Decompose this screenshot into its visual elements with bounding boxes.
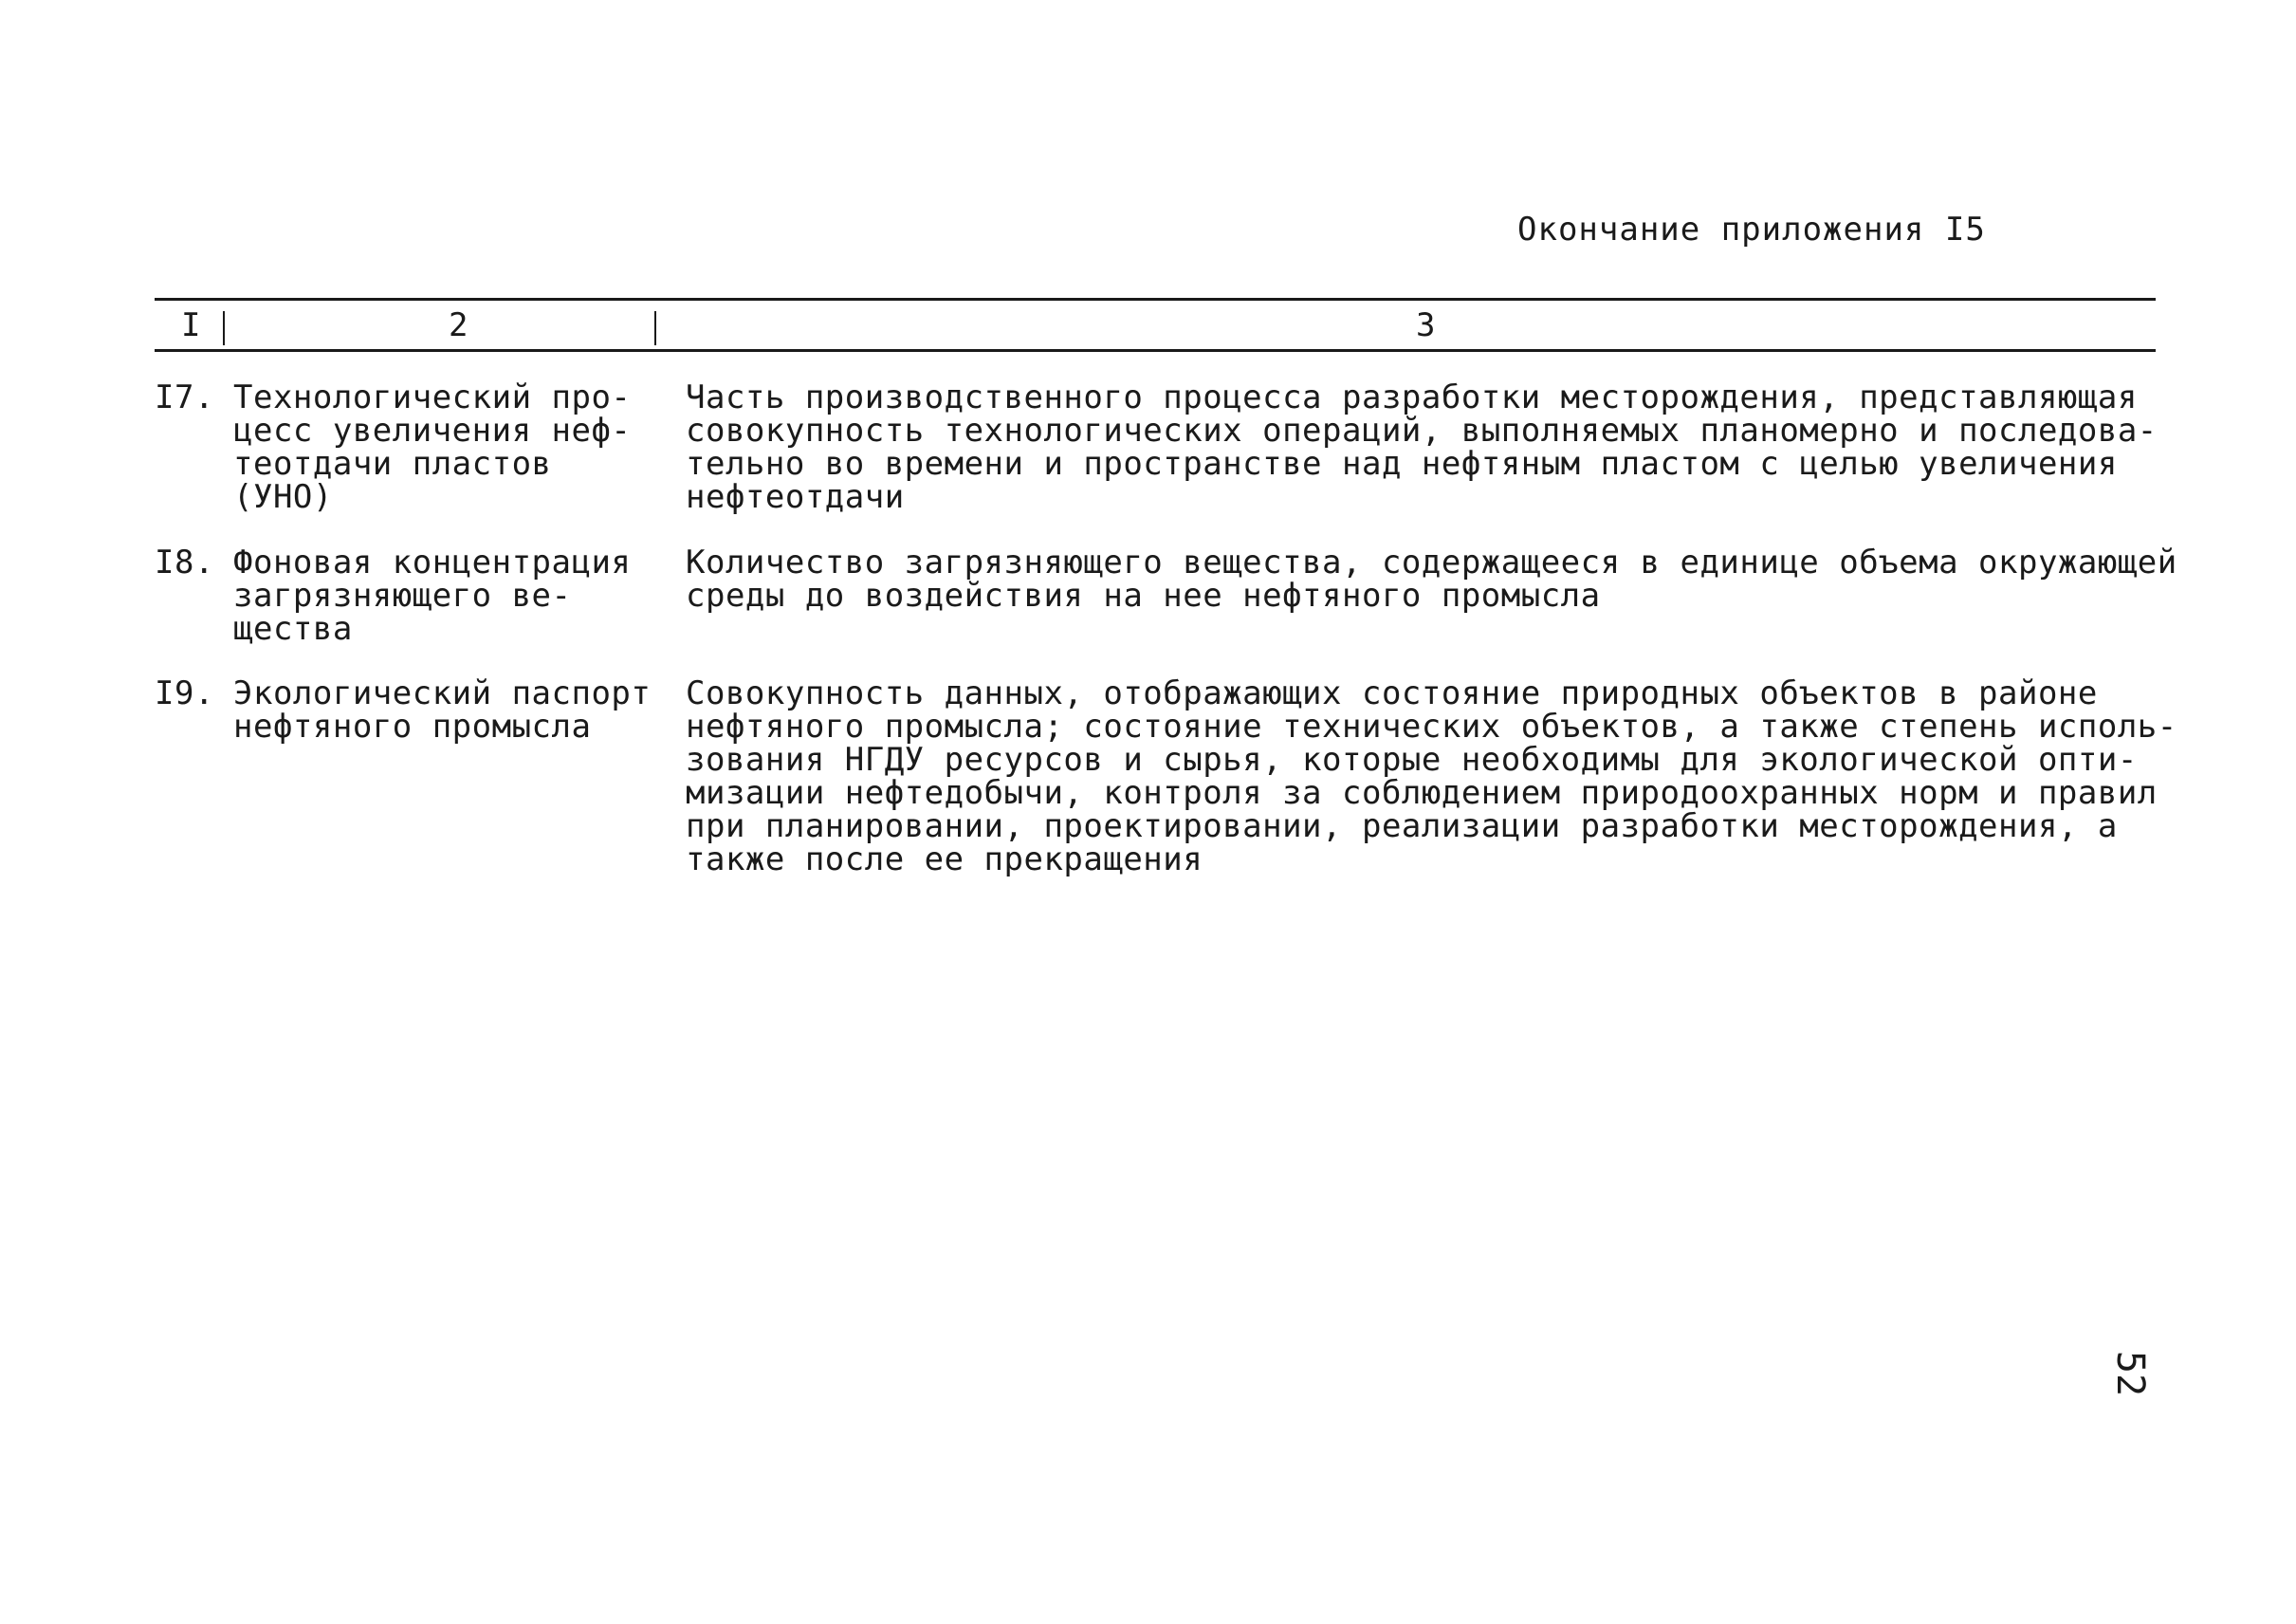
definition-line: нефтеотдачи [686, 478, 905, 516]
definition-line: совокупность технологических операций, выполняемых планомерно и последова- [686, 412, 2158, 450]
column-header-1: I [181, 306, 201, 344]
term-line: Фоновая концентрация [233, 544, 632, 581]
definition-line: Часть производственного процесса разработки месторождения, представляющая [686, 378, 2138, 416]
row-definition [686, 544, 2177, 615]
row-definition [686, 378, 2158, 516]
definition-line: среды до воздействия на нее нефтяного промысла [686, 577, 1601, 615]
row-number: I9. [155, 674, 214, 712]
column-header-2: 2 [449, 306, 468, 344]
term-line: цесс увеличения неф- [233, 412, 632, 450]
table-top-rule [155, 298, 2156, 301]
column-header-3: 3 [1416, 306, 1436, 344]
term-line: теотдачи пластов [233, 445, 552, 483]
column-separator [654, 311, 656, 345]
definition-line: также после ее прекращения [686, 840, 1203, 878]
definition-line: при планировании, проектировании, реализации разработки месторождения, а [686, 807, 2118, 845]
term-line: (УНО) [233, 478, 333, 516]
term-line: загрязняющего ве- [233, 577, 572, 615]
column-separator [223, 311, 225, 345]
definition-line: тельно во времени и пространстве над нефтяным пластом с целью увеличения [686, 445, 2118, 483]
definition-line: Количество загрязняющего вещества, содержащееся в единице объема окружающей [686, 544, 2177, 581]
term-line: щества [233, 610, 353, 648]
row-definition [686, 674, 2177, 878]
table-header-rule [155, 349, 2156, 352]
row-number: I7. [155, 378, 214, 416]
term-line: Экологический паспорт [233, 674, 652, 712]
row-number: I8. [155, 544, 214, 581]
row-term [233, 378, 651, 516]
definition-line: Совокупность данных, отображающих состояние природных объектов в районе [686, 674, 2098, 712]
term-line: нефтяного промысла [233, 708, 592, 746]
term-line: Технологический про- [233, 378, 632, 416]
definition-line: мизации нефтедобычи, контроля за соблюдением природоохранных норм и правил [686, 774, 2158, 812]
row-term [233, 546, 651, 646]
appendix-caption: Окончание приложения I5 [1517, 211, 1986, 249]
definition-line: зования НГДУ ресурсов и сырья, которые необходимы для экологической опти- [686, 741, 2138, 779]
row-term [233, 674, 652, 746]
page-number: 52 [2108, 1350, 2153, 1397]
definition-line: нефтяного промысла; состояние технических объектов, а также степень исполь- [686, 708, 2177, 746]
